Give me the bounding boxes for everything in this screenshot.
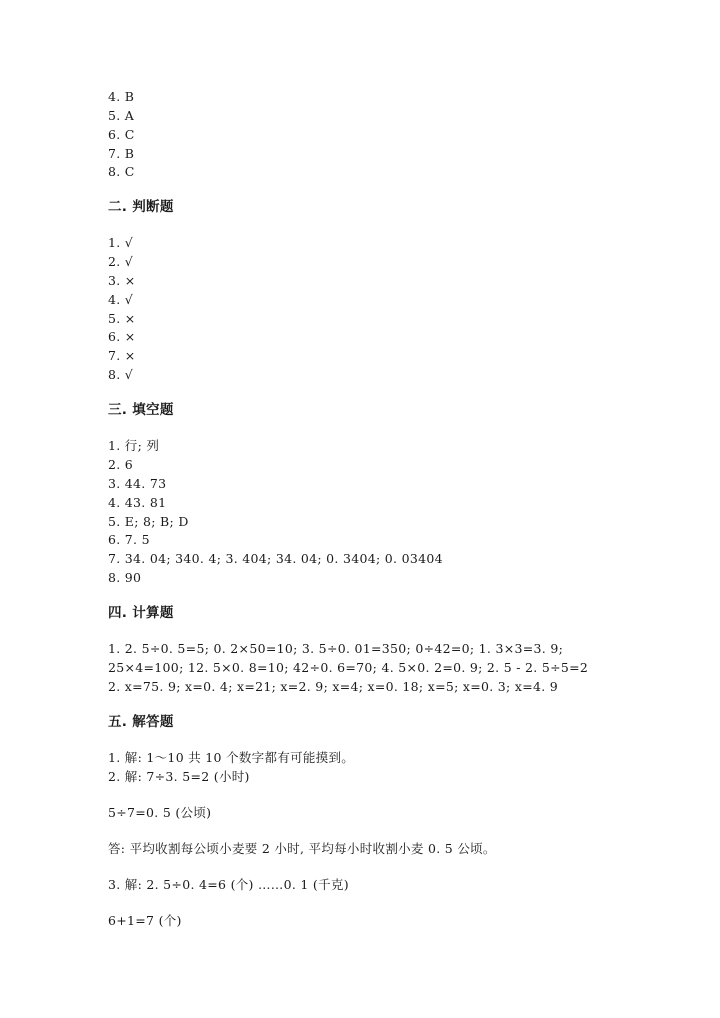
answer-line: 5÷7=0. 5 (公顷)	[108, 805, 212, 820]
answer-line: 3. 44. 73	[108, 476, 167, 491]
answer-line: 5. E; 8; B; D	[108, 514, 189, 529]
section-title-solve: 五. 解答题	[108, 714, 174, 730]
answer-line: 4. B	[108, 89, 135, 104]
answer-line: 6+1=7 (个)	[108, 913, 182, 928]
section-title-fill: 三. 填空题	[108, 402, 174, 418]
answer-line: 7. ×	[108, 348, 136, 363]
answer-line: 25×4=100; 12. 5×0. 8=10; 42÷0. 6=70; 4. 5×0. 2=0. 9; 2. 5 - 2. 5÷5=2	[108, 660, 589, 675]
answer-line: 7. 34. 04; 340. 4; 3. 404; 34. 04; 0. 3404; 0. 03404	[108, 551, 443, 566]
answer-line: 1. 行; 列	[108, 438, 160, 453]
answer-line: 4. √	[108, 292, 134, 307]
answer-line: 1. 解: 1～10 共 10 个数字都有可能摸到。	[108, 750, 355, 765]
answer-line: 3. ×	[108, 273, 136, 288]
answer-line: 6. C	[108, 127, 135, 142]
answer-line: 8. √	[108, 367, 134, 382]
answer-line: 2. √	[108, 254, 134, 269]
answer-line: 2. 6	[108, 457, 134, 472]
answer-line: 6. 7. 5	[108, 532, 150, 547]
answer-line: 2. 解: 7÷3. 5=2 (小时)	[108, 769, 250, 784]
answer-line: 答: 平均收割每公顷小麦要 2 小时, 平均每小时收割小麦 0. 5 公顷。	[108, 841, 496, 856]
section-title-judge: 二. 判断题	[108, 199, 174, 215]
answer-line: 6. ×	[108, 329, 136, 344]
answer-line: 5. A	[108, 108, 135, 123]
answer-line: 3. 解: 2. 5÷0. 4=6 (个) ……0. 1 (千克)	[108, 877, 349, 892]
answer-line: 7. B	[108, 146, 135, 161]
answer-line: 2. x=75. 9; x=0. 4; x=21; x=2. 9; x=4; x=0. 18; x=5; x=0. 3; x=4. 9	[108, 679, 559, 694]
answer-line: 1. 2. 5÷0. 5=5; 0. 2×50=10; 3. 5÷0. 01=350; 0÷42=0; 1. 3×3=3. 9;	[108, 641, 564, 656]
answer-line: 4. 43. 81	[108, 495, 167, 510]
answer-line: 5. ×	[108, 311, 136, 326]
answer-line: 8. 90	[108, 570, 142, 585]
section-title-calc: 四. 计算题	[108, 605, 174, 621]
answer-line: 1. √	[108, 235, 134, 250]
answer-line: 8. C	[108, 164, 135, 179]
